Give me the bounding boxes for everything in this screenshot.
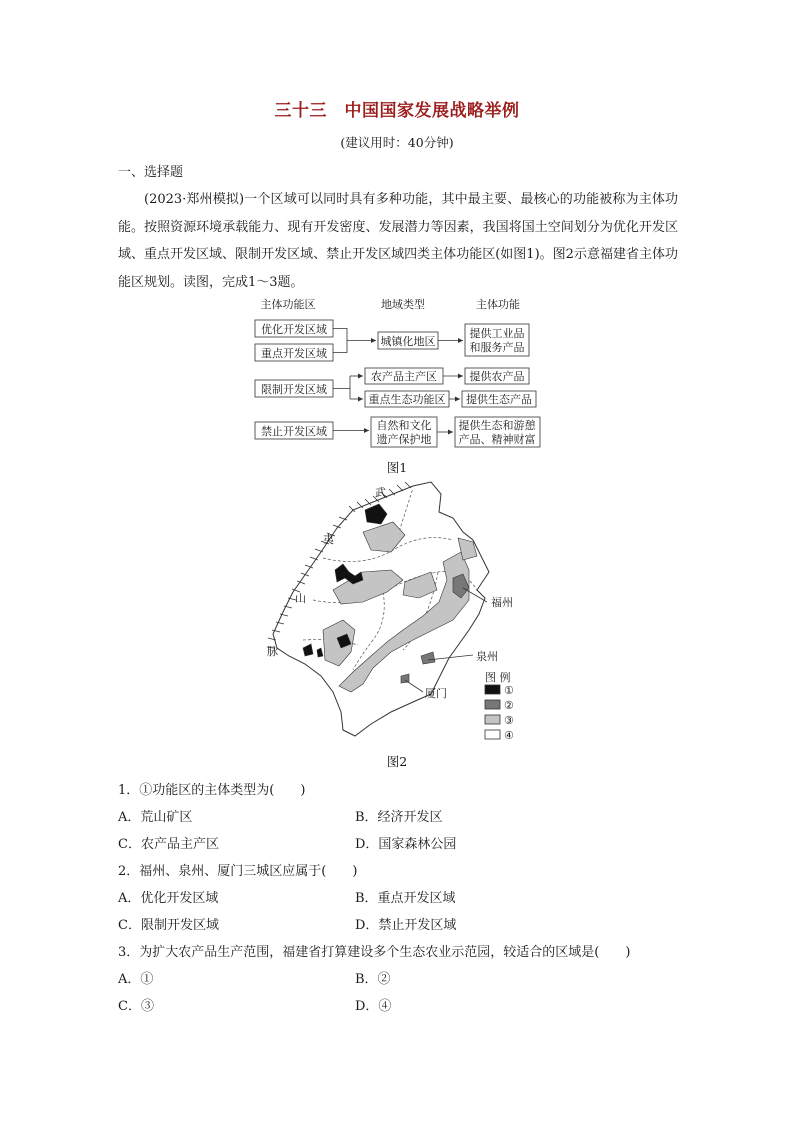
city-quanzhou: 泉州 [476, 650, 498, 663]
q3-option-b: B．② [355, 972, 391, 987]
mountain-char-mai: 脉 [267, 645, 278, 658]
zone-optimized: 优化开发区域 [261, 323, 327, 336]
section-heading: 一、选择题 [118, 165, 184, 180]
legend-label-2: ② [504, 699, 514, 712]
city-fuzhou: 福州 [491, 596, 513, 609]
func-agri: 提供农产品 [469, 370, 525, 383]
figure2-caption: 图2 [386, 754, 408, 769]
q2-option-c: C．限制开发区域 [118, 918, 219, 933]
legend-label-1: ① [504, 684, 514, 697]
q3-option-d: D．④ [355, 999, 392, 1014]
type-eco: 重点生态功能区 [368, 393, 446, 406]
zone-prohibited: 禁止开发区域 [261, 425, 327, 438]
legend-swatch-1 [485, 685, 500, 694]
mountain-char-shan: 山 [295, 592, 306, 605]
q1-option-a: A．荒山矿区 [118, 810, 193, 825]
mountain-char-yi: 夷 [323, 533, 334, 546]
legend-swatch-4 [485, 730, 500, 739]
q2-option-d: D．禁止开发区域 [355, 918, 457, 933]
city-xiamen: 厦门 [425, 687, 447, 700]
q3-option-c: C．③ [118, 999, 154, 1014]
type-heritage-2: 遗产保护地 [376, 433, 432, 446]
type-agri: 农产品主产区 [371, 370, 437, 383]
q1-option-c: C．农产品主产区 [118, 837, 219, 852]
header-function: 主体功能 [476, 298, 520, 311]
header-zone: 主体功能区 [260, 298, 316, 311]
legend-label-4: ④ [504, 729, 514, 742]
q2-option-a: A．优化开发区域 [118, 891, 219, 906]
func-leisure-1: 提供生态和游憩 [458, 419, 536, 432]
q1-option-d: D．国家森林公园 [355, 837, 457, 852]
question-3-stem: 3．为扩大农产品生产范围，福建省打算建设多个生态农业示范园，较适合的区域是( ) [118, 945, 631, 960]
q1-option-b: B．经济开发区 [355, 810, 443, 825]
legend-swatches [485, 685, 500, 739]
intro-paragraph: (2023·郑州模拟)一个区域可以同时具有多种功能，其中最主要、最核心的功能被称为主体功能。按照资源环境承载能力、现有开发密度、发展潜力等因素，我国将国土空间划分为优化开发区域、重点开发区域、限制开发区域、禁止开发区域四类主体功能区(如图1)。图2示意福建省主体功能区规划。读图，完成1～3题。 [118, 192, 678, 290]
figure1-diagram [250, 292, 550, 452]
header-type: 地域类型 [381, 298, 425, 311]
zone-restricted: 限制开发区域 [261, 383, 327, 396]
type-heritage-1: 自然和文化 [376, 419, 432, 432]
zone-key: 重点开发区域 [261, 347, 327, 360]
mountain-char-wu: 武 [375, 486, 386, 499]
type-urban: 城镇化地区 [380, 335, 436, 348]
legend-swatch-3 [485, 715, 500, 724]
question-1-stem: 1．①功能区的主体类型为( ) [118, 783, 306, 798]
question-2-stem: 2．福州、泉州、厦门三城区应属于( ) [118, 864, 358, 879]
page-title: 三十三 中国国家发展战略举例 [274, 101, 520, 121]
legend-swatch-2 [485, 700, 500, 709]
q2-option-b: B．重点开发区域 [355, 891, 456, 906]
q3-option-a: A．① [118, 972, 154, 987]
legend-label-3: ③ [504, 714, 514, 727]
legend-title: 图 例 [485, 671, 511, 684]
func-leisure-2: 产品、精神财富 [458, 433, 536, 446]
func-industrial-1: 提供工业品 [469, 327, 525, 340]
figure1-caption: 图1 [386, 460, 408, 475]
func-eco: 提供生态产品 [466, 393, 532, 406]
figure2-map [263, 480, 533, 742]
func-industrial-2: 和服务产品 [469, 341, 525, 354]
suggested-time: (建议用时：40分钟) [340, 135, 454, 150]
